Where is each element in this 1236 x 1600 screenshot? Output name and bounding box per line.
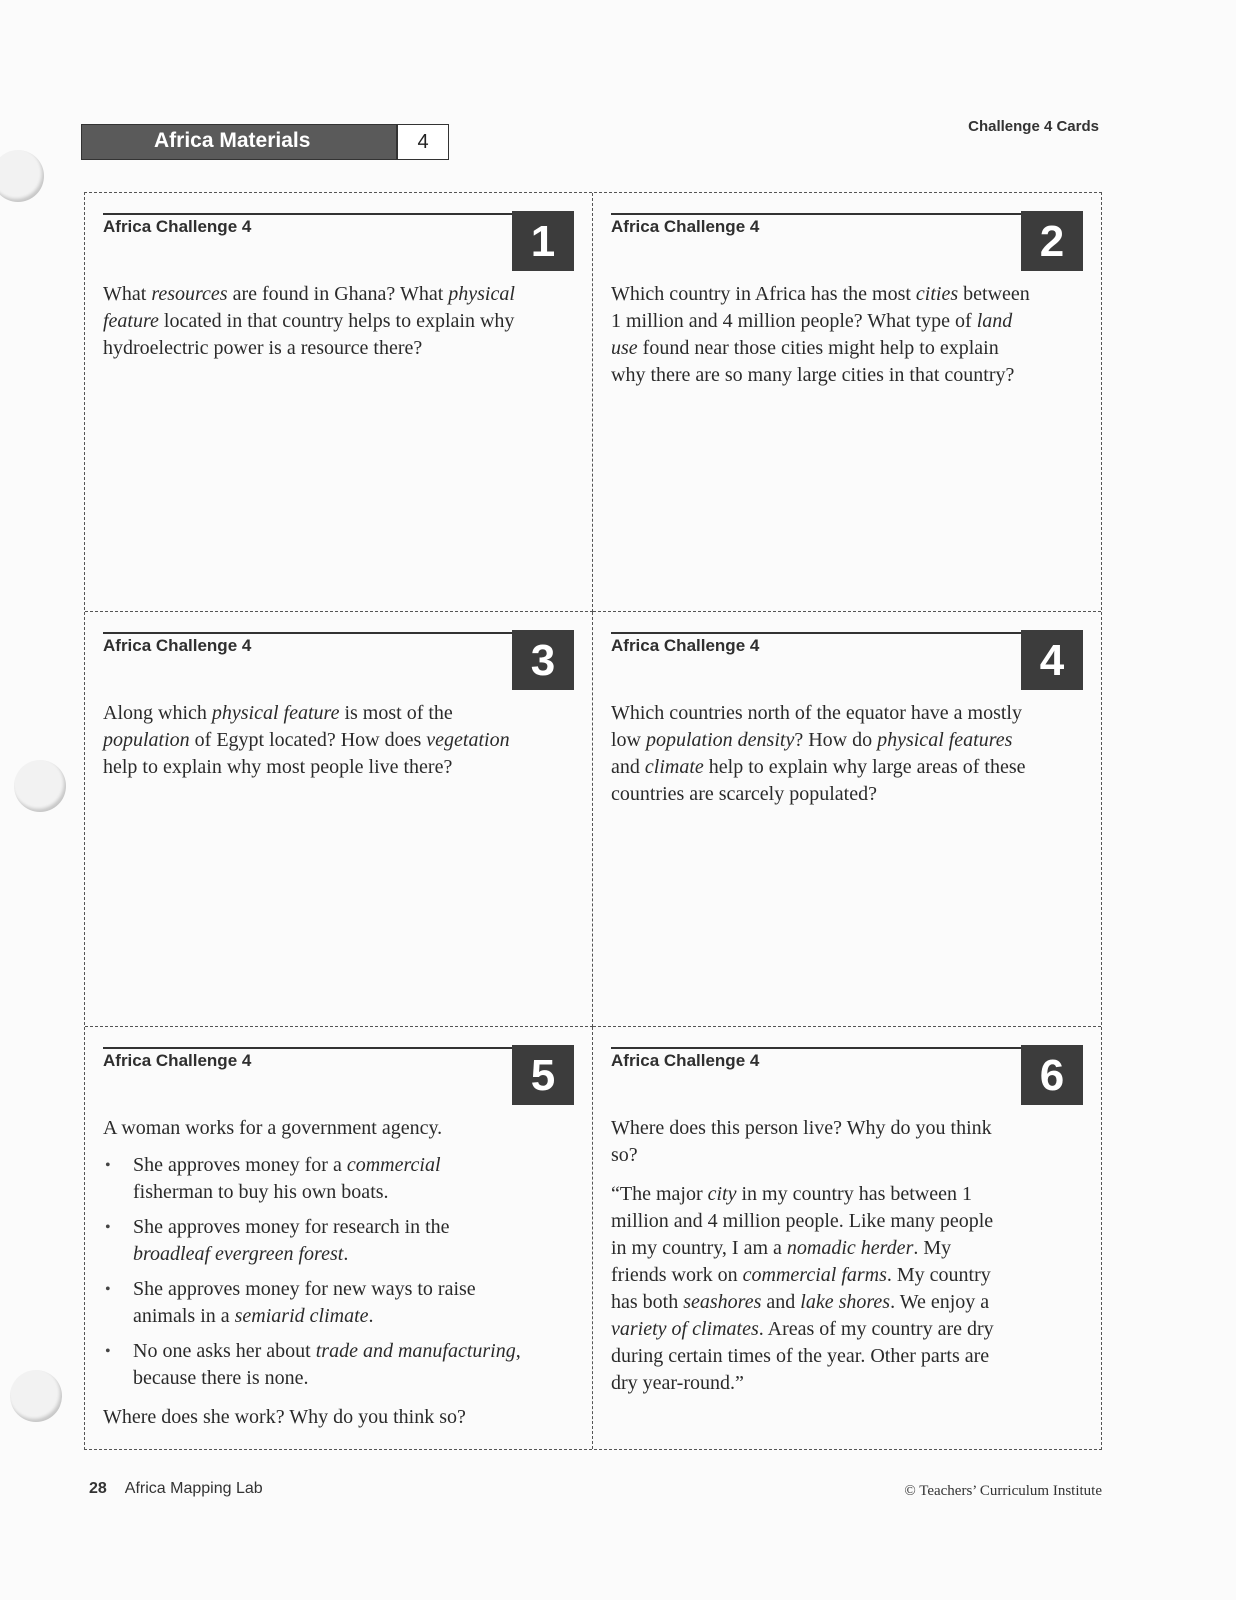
key-term: physical features [877,729,1013,751]
key-term: cities [915,283,959,305]
rich-text [611,281,1031,389]
card-question [103,1115,523,1431]
bullet-icon: • [105,1281,111,1298]
card-question [103,281,523,362]
text-run: She approves money for a [133,1154,347,1176]
cards-label: Challenge 4 Cards [968,118,1099,135]
key-term: commercial [346,1154,441,1176]
rich-text [133,1340,521,1389]
key-term: vegetation [426,729,510,751]
card-question-text: Where does this person live? Why do you think so? [611,1117,992,1166]
key-term: semiarid climate [234,1305,369,1327]
text-run: She approves money for new ways to raise animals in a [133,1278,476,1327]
copyright: © Teachers’ Curriculum Institute [904,1483,1102,1499]
key-term: trade and manufacturing [315,1340,516,1362]
challenge-card-4 [593,612,1101,1027]
card-title: Africa Challenge 4 [103,636,252,655]
card-rule [611,213,1031,215]
key-term: seashores [683,1291,762,1313]
text-run: . [368,1305,374,1327]
text-run: ? How do [794,729,878,751]
card-number-badge: 3 [512,630,574,690]
text-run: and [611,756,645,778]
card-number-badge: 2 [1021,211,1083,271]
card-rule [103,632,523,634]
text-run: are found in Ghana? What [227,283,449,305]
page-footer-left [89,1480,263,1498]
text-run: . Areas of my country are dry during certain times of the year. Other parts are dry year-round.” [611,1318,994,1394]
materials-header [81,124,449,160]
text-run: She approves money for research in the [133,1216,450,1238]
list-item [103,1338,523,1392]
key-term: resources [151,283,228,305]
text-run: Which countries north of the equator have a mostly low [611,702,1022,751]
clue-list [103,1152,523,1392]
list-item [103,1276,523,1330]
card-question [611,281,1031,389]
key-term: nomadic herder [786,1237,914,1259]
text-run: What [103,283,152,305]
challenge-card-1 [85,193,593,612]
card-rule [103,1047,523,1049]
list-item [103,1214,523,1268]
key-term: physical feature [211,702,340,724]
text-run: of Egypt located? How does [189,729,427,751]
bullet-icon: • [105,1157,111,1174]
text-run: . My friends work on [611,1237,952,1286]
text-run: . My country has both [611,1264,991,1313]
punch-hole-top [0,150,44,202]
text-run: fisherman to buy his own boats. [133,1181,389,1203]
key-term: commercial farms [742,1264,887,1286]
materials-number: 4 [396,125,448,159]
card-rule [611,1047,1031,1049]
card-intro: A woman works for a government agency. [103,1117,443,1139]
challenge-card-3 [85,612,593,1027]
rich-text [103,281,523,362]
punch-hole-middle [14,760,66,812]
key-term: land use [611,310,1013,359]
card-title: Africa Challenge 4 [103,217,252,236]
challenge-card-6 [593,1027,1101,1449]
card-question [103,700,523,781]
text-run: help to explain why most people live there? [103,756,453,778]
rich-text [103,700,523,781]
text-run: . [343,1243,349,1265]
card-title: Africa Challenge 4 [611,636,760,655]
page-number: 28 [89,1480,107,1497]
key-term: climate [644,756,704,778]
text-run: Along which [103,702,212,724]
text-run: help to explain why large areas of these countries are scarcely populated? [611,756,1026,805]
challenge-card-2 [593,193,1101,612]
rich-text [133,1154,441,1203]
card-number-badge: 1 [512,211,574,271]
card-number-badge: 6 [1021,1045,1083,1105]
key-term: population density [646,729,795,751]
rich-text [133,1278,476,1327]
card-question [611,1115,1011,1397]
punch-hole-bottom [10,1370,62,1422]
challenge-card-5 [85,1027,593,1449]
card-rule [611,632,1031,634]
bullet-icon: • [105,1219,111,1236]
card-title: Africa Challenge 4 [611,217,760,236]
list-item [103,1152,523,1206]
text-run: “The major [611,1183,708,1205]
card-number-badge: 4 [1021,630,1083,690]
card-question [611,700,1031,808]
text-run: , because there is none. [133,1340,521,1389]
card-rule [103,213,523,215]
book-title: Africa Mapping Lab [124,1480,263,1497]
rich-text [133,1216,450,1265]
rich-text [611,700,1031,808]
key-term: lake shores [800,1291,891,1313]
card-title: Africa Challenge 4 [611,1051,760,1070]
card-outro: Where does she work? Why do you think so? [103,1406,466,1428]
text-run: in my country has between 1 million and 4 million people. Like many people in my country, I am a [611,1183,994,1259]
card-quote [611,1181,1011,1397]
card-grid [84,192,1102,1450]
bullet-icon: • [105,1343,111,1360]
card-title: Africa Challenge 4 [103,1051,252,1070]
text-run: between 1 million and 4 million people? What type of [611,283,1030,332]
text-run: . We enjoy a [890,1291,990,1313]
text-run: found near those cities might help to explain why there are so many large cities in that country? [611,337,1015,386]
card-number-badge: 5 [512,1045,574,1105]
text-run: Which country in Africa has the most [611,283,916,305]
key-term: physical feature [103,283,515,332]
key-term: variety of climates [611,1318,759,1340]
materials-title: Africa Materials [154,129,311,152]
text-run: and [761,1291,801,1313]
text-run: is most of the [339,702,453,724]
key-term: city [707,1183,737,1205]
text-run: No one asks her about [133,1340,316,1362]
key-term: population [103,729,190,751]
text-run: located in that country helps to explain why hydroelectric power is a resource there? [103,310,515,359]
key-term: broadleaf evergreen forest [133,1243,344,1265]
